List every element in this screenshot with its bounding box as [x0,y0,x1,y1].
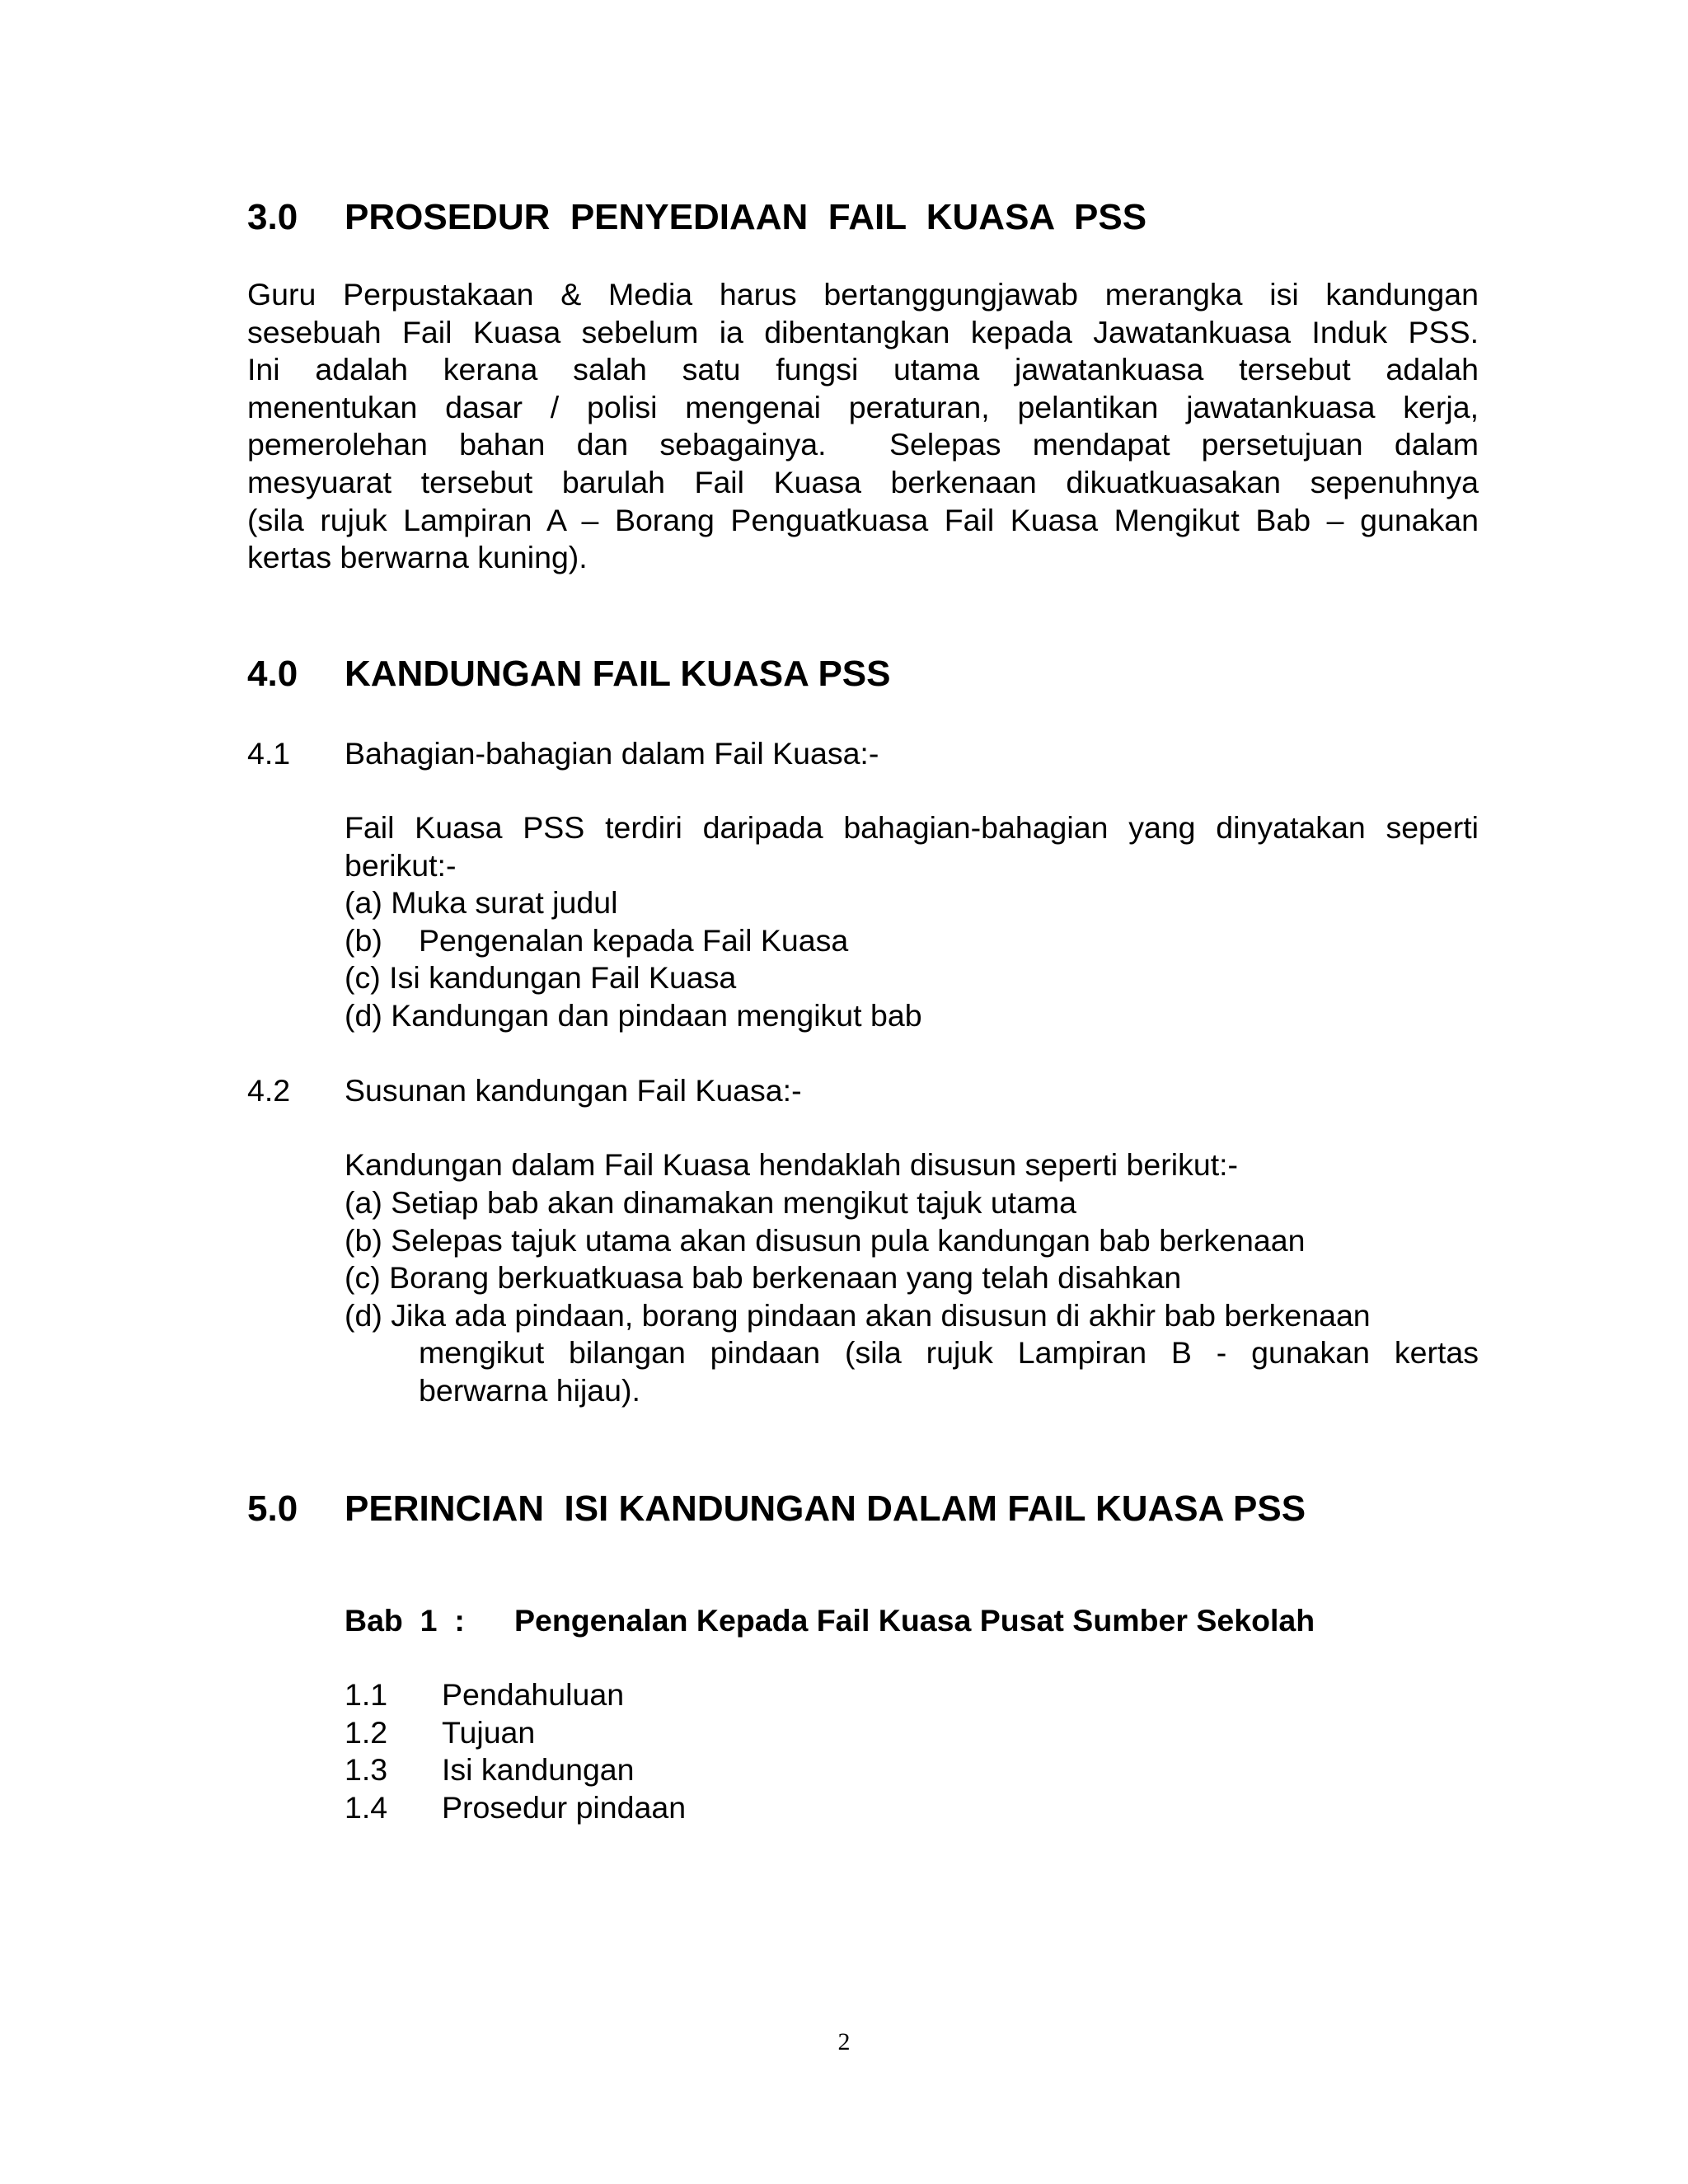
section-3-number: 3.0 [247,197,298,237]
item-text: Prosedur pindaan [442,1789,687,1825]
item-number: 1.2 [345,1714,388,1750]
list-item [345,1714,686,1752]
list-item-text: Kandungan dan pindaan mengikut bab [391,997,922,1033]
list-marker: (d) [345,1297,382,1333]
section-5-number: 5.0 [247,1488,298,1529]
bab-1-contents [345,1676,686,1826]
subsection-4-1-title: Bahagian-bahagian dalam Fail Kuasa:- [345,736,879,771]
section-5-heading [247,1488,1306,1530]
list-item-text: Jika ada pindaan, borang pindaan akan disusun di akhir bab berkenaan [391,1297,1371,1333]
list-item [345,1676,686,1714]
list-item [345,959,1479,997]
paragraph-line: Guru Perpustakaan & Media harus bertanggungjawab merangka isi kandungan [247,277,1479,312]
list-item [345,1751,686,1789]
section-5-title: PERINCIAN ISI KANDUNGAN DALAM FAIL KUASA PSS [345,1488,1306,1529]
list-item [345,1184,1479,1222]
section-4-heading [247,653,891,696]
subsection-4-2-title: Susunan kandungan Fail Kuasa:- [345,1073,802,1108]
list-item-text: Selepas tajuk utama akan disusun pula kandungan bab berkenaan [391,1222,1306,1258]
paragraph-line: (sila rujuk Lampiran A – Borang Penguatkuasa Fail Kuasa Mengikut Bab – gunakan [247,502,1479,537]
list-marker: (b) [345,1222,382,1258]
list-item [345,1259,1479,1297]
list-marker: (b) [345,922,382,958]
section-4-title: KANDUNGAN FAIL KUASA PSS [345,654,891,694]
paragraph-line: mesyuarat tersebut barulah Fail Kuasa berkenaan dikuatkuasakan sepenuhnya [247,464,1479,499]
subsection-4-2-number: 4.2 [247,1073,291,1108]
section-4-number: 4.0 [247,654,298,694]
paragraph-line: kertas berwarna kuning). [247,540,588,575]
list-item [345,1297,1479,1335]
paragraph-line: menentukan dasar / polisi mengenai peraturan, pelantikan jawatankuasa kerja, [247,389,1479,424]
list-item-text: Muka surat judul [391,885,618,920]
subsection-4-1-intro [345,809,1479,884]
item-number: 1.1 [345,1677,388,1712]
section-3-paragraph [247,276,1479,577]
list-item [345,884,1479,922]
list-marker: (d) [345,997,382,1033]
bab-1-heading [345,1601,1315,1639]
list-item-text: Setiap bab akan dinamakan mengikut tajuk utama [391,1185,1077,1220]
item-number: 1.4 [345,1789,388,1825]
list-item-text: Isi kandungan Fail Kuasa [389,960,737,996]
list-item [345,997,1479,1035]
page-number: 2 [837,2028,851,2055]
list-marker: (a) [345,1185,382,1220]
subsection-4-2-list [345,1184,1479,1410]
subsection-4-1-number: 4.1 [247,736,291,771]
intro-line: Kandungan dalam Fail Kuasa hendaklah disusun seperti berikut:- [345,1147,1239,1182]
list-item [345,922,1479,960]
subsection-4-1-heading [247,734,879,772]
list-item [345,1789,686,1827]
item-text: Isi kandungan [442,1752,635,1788]
paragraph-line: pemerolehan bahan dan sebagainya. Selepas mendapat persetujuan dalam [247,427,1479,462]
intro-line: Fail Kuasa PSS terdiri daripada bahagian-bahagian yang dinyatakan seperti [345,810,1479,845]
list-marker: (c) [345,960,381,996]
paragraph-line: sesebuah Fail Kuasa sebelum ia dibentangkan kepada Jawatankuasa Induk PSS. [247,314,1479,349]
list-item-continuation: mengikut bilangan pindaan (sila rujuk Lampiran B - gunakan kertas [419,1335,1479,1371]
list-item-continuation: berwarna hijau). [419,1372,640,1408]
subsection-4-2-heading [247,1071,802,1109]
list-item-text: Borang berkuatkuasa bab berkenaan yang telah disahkan [389,1260,1182,1296]
section-3-title: PROSEDUR PENYEDIAAN FAIL KUASA PSS [345,197,1147,237]
subsection-4-1-list [345,884,1479,1034]
section-3-heading [247,196,1146,239]
paragraph-line: Ini adalah kerana salah satu fungsi utama jawatankuasa tersebut adalah [247,352,1479,387]
item-text: Tujuan [442,1714,536,1750]
list-item-text: Pengenalan kepada Fail Kuasa [419,922,849,958]
list-marker: (a) [345,885,382,920]
intro-line: berikut:- [345,847,457,883]
item-number: 1.3 [345,1752,388,1788]
list-marker: (c) [345,1260,381,1296]
bab-title: Pengenalan Kepada Fail Kuasa Pusat Sumber Sekolah [514,1603,1315,1638]
list-item [345,1222,1479,1260]
bab-label: Bab 1 : [345,1603,465,1638]
item-text: Pendahuluan [442,1677,625,1712]
subsection-4-2-intro [345,1146,1479,1184]
